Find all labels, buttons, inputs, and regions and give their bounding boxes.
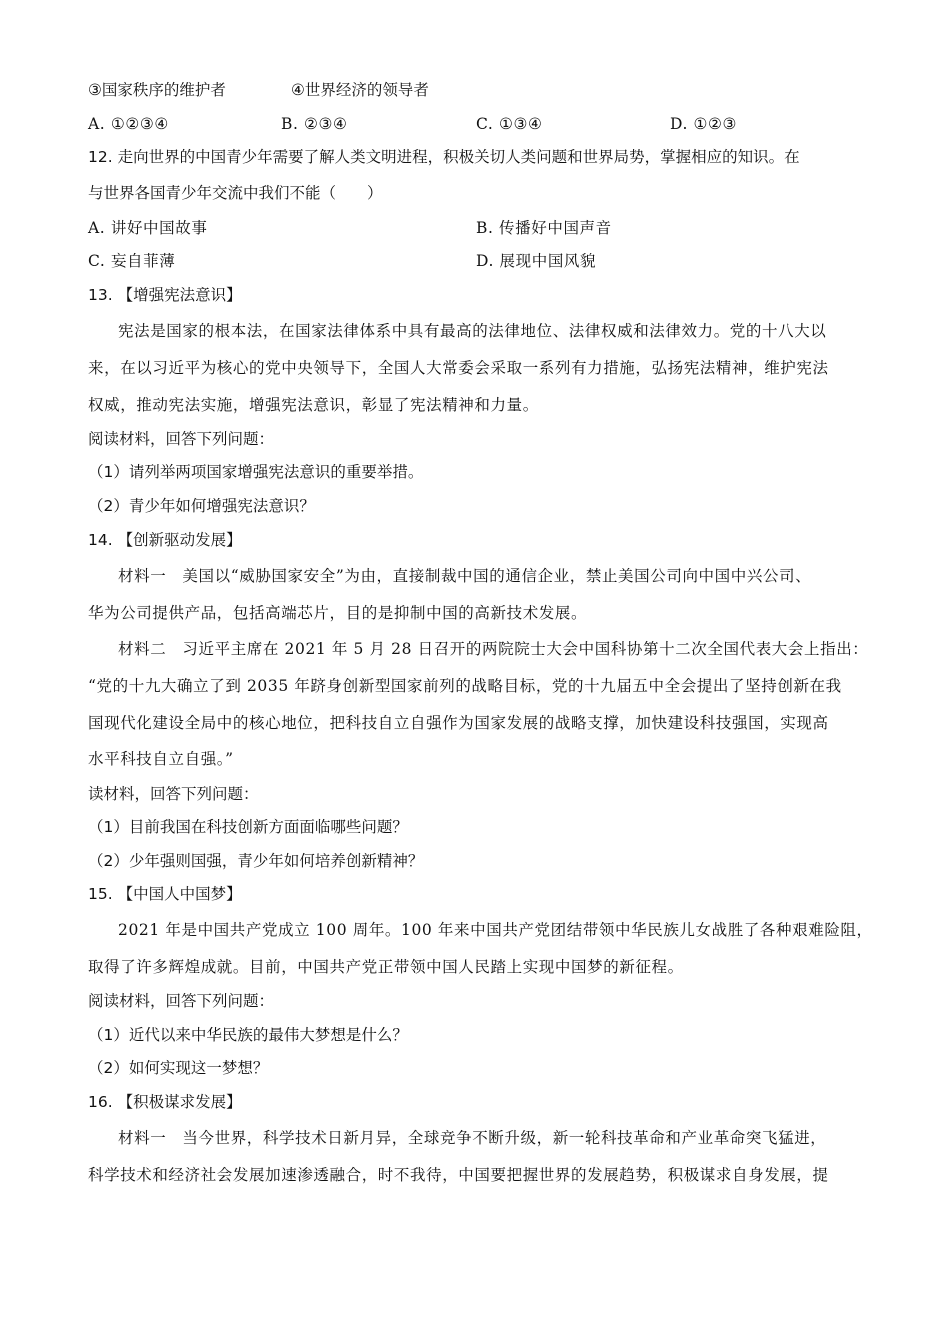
q15-sub-question-1: （1）近代以来中华民族的最伟大梦想是什么？ — [88, 1026, 408, 1044]
q14-material-2-line-4: 水平科技自立自强。” — [88, 750, 234, 768]
q13-material-line-2: 来，在以习近平为核心的党中央领导下，全国人大常委会采取一系列有力措施，弘扬宪法精神，维护宪法 — [88, 359, 829, 377]
q15-material-line-2: 取得了许多辉煌成就。目前，中国共产党正带领中国人民踏上实现中国梦的新征程。 — [88, 958, 684, 976]
q12-stem-line-1: 12. 走向世界的中国青少年需要了解人类文明进程，积极关切人类问题和世界局势，掌握相应的知识。在 — [88, 148, 800, 166]
q14-material-1-line-2: 华为公司提供产品，包括高端芯片，目的是抑制中国的高新技术发展。 — [88, 604, 588, 622]
q16-material-1-line-1: 材料一 当今世界，科学技术日新月异，全球竞争不断升级，新一轮科技革命和产业革命突飞猛进， — [118, 1129, 827, 1147]
q13-prompt: 阅读材料，回答下列问题： — [88, 430, 275, 448]
q13-sub-question-1: （1）请列举两项国家增强宪法意识的重要举措。 — [88, 463, 424, 481]
q11-option-d: D. ①②③ — [670, 115, 738, 133]
q13-material-line-3: 权威，推动宪法实施，增强宪法意识，彰显了宪法精神和力量。 — [88, 396, 539, 414]
q11-item-4: ④世界经济的领导者 — [291, 81, 429, 99]
q13-material-line-1: 宪法是国家的根本法，在国家法律体系中具有最高的法律地位、法律权威和法律效力。党的十八大以 — [118, 322, 827, 340]
q11-item-3: ③国家秩序的维护者 — [88, 81, 226, 99]
q14-material-1-line-1: 材料一 美国以“威胁国家安全”为由，直接制裁中国的通信企业，禁止美国公司向中国中兴公司、 — [118, 567, 812, 585]
q11-option-c: C. ①③④ — [476, 115, 543, 133]
q11-option-a: A. ①②③④ — [88, 115, 169, 133]
q14-title: 14. 【创新驱动发展】 — [88, 531, 242, 549]
q13-sub-question-2: （2）青少年如何增强宪法意识？ — [88, 497, 315, 515]
q12-option-a: A. 讲好中国故事 — [88, 219, 208, 237]
q16-material-1-line-2: 科学技术和经济社会发展加速渗透融合，时不我待，中国要把握世界的发展趋势，积极谋求自身发展，提 — [88, 1166, 829, 1184]
q11-option-b: B. ②③④ — [281, 115, 348, 133]
q15-material-line-1: 2021 年是中国共产党成立 100 周年。100 年来中国共产党团结带领中华民族儿女战胜了各种艰难险阻， — [118, 921, 873, 939]
q16-title: 16. 【积极谋求发展】 — [88, 1093, 242, 1111]
q12-option-d: D. 展现中国风貌 — [476, 252, 597, 270]
q15-sub-question-2: （2）如何实现这一梦想？ — [88, 1059, 269, 1077]
q14-material-2-line-3: 国现代化建设全局中的核心地位，把科技自立自强作为国家发展的战略支撑，加快建设科技强国，实现高 — [88, 714, 829, 732]
q15-title: 15. 【中国人中国梦】 — [88, 885, 242, 903]
q14-sub-question-2: （2）少年强则国强，青少年如何培养创新精神？ — [88, 852, 424, 870]
q14-material-2-line-2: “党的十九大确立了到 2035 年跻身创新型国家前列的战略目标，党的十九届五中全会提出了坚持创新在我 — [88, 677, 842, 695]
q15-prompt: 阅读材料，回答下列问题： — [88, 992, 275, 1010]
q14-prompt: 读材料，回答下列问题： — [88, 785, 259, 803]
q14-sub-question-1: （1）目前我国在科技创新方面面临哪些问题？ — [88, 818, 408, 836]
q14-material-2-line-1: 材料二 习近平主席在 2021 年 5 月 28 日召开的两院院士大会中国科协第十二次全国代表大会上指出： — [118, 640, 869, 658]
q12-option-b: B. 传播好中国声音 — [476, 219, 612, 237]
q12-option-c: C. 妄自菲薄 — [88, 252, 176, 270]
q12-stem-line-2: 与世界各国青少年交流中我们不能（ ） — [88, 184, 383, 202]
q13-title: 13. 【增强宪法意识】 — [88, 286, 242, 304]
